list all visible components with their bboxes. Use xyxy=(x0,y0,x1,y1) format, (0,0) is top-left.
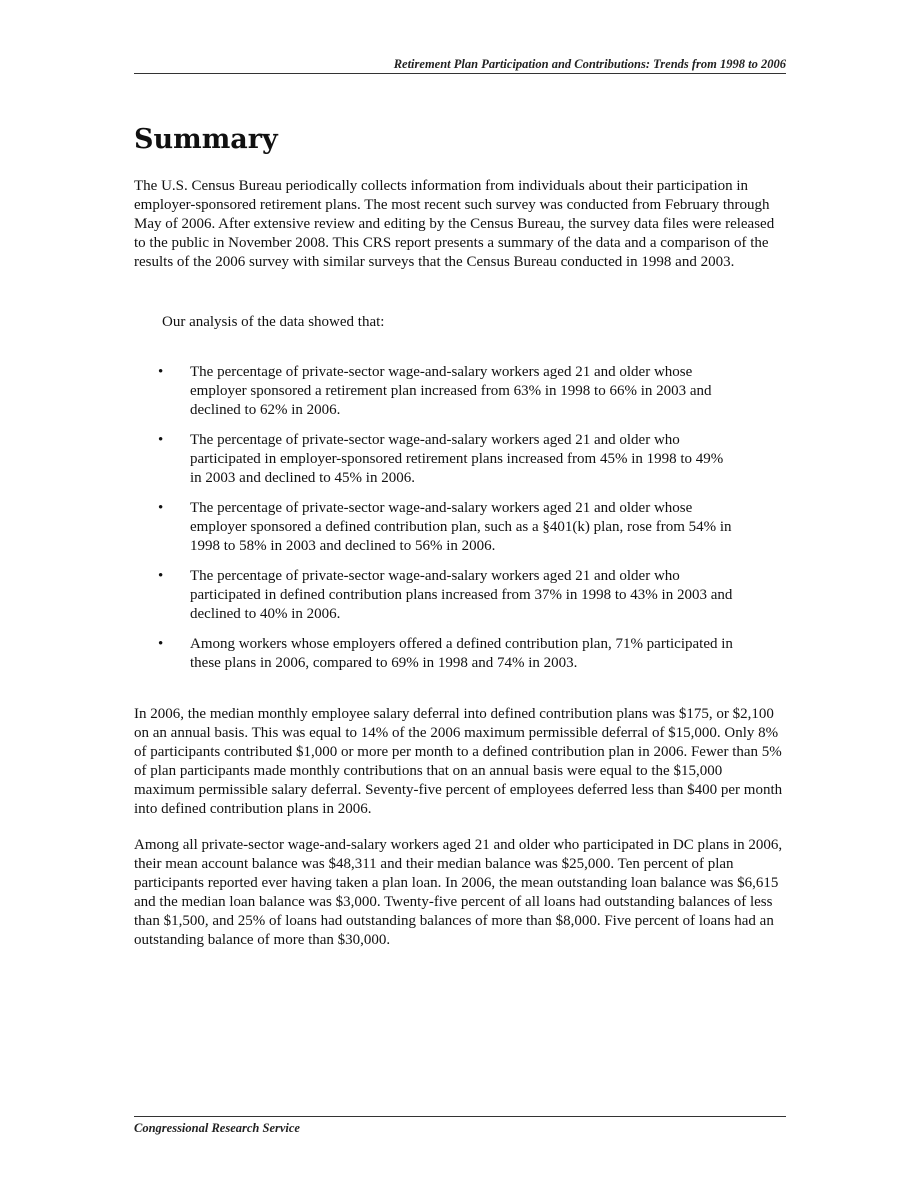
finding-item xyxy=(134,363,734,420)
account-balance-paragraph: Among all private-sector wage-and-salary workers aged 21 and older who participated in DC plans in 2006, their mean account balance was $48,311 and their median balance was $25,000. Ten percent of plan participants reported ever having taken a plan loan. In 2006, the mean outstanding loan balance was $6,615 and the median loan balance was $3,000. Twenty-five percent of all loans had outstanding balances of less than $1,500, and 25% of loans had outstanding balances of more than $8,000. Five percent of loans had an outstanding balance of more than $30,000. xyxy=(134,837,783,948)
finding-text: The percentage of private-sector wage-and-salary workers aged 21 and older whose employer sponsored a defined contribution plan, such as a §401(k) plan, rose from 54% in 1998 to 58% in 2003 and declined to 56% in 2006. xyxy=(190,500,732,554)
finding-item xyxy=(134,635,734,673)
page-title: Summary xyxy=(134,124,278,155)
header-divider xyxy=(134,73,786,74)
finding-item xyxy=(134,431,734,488)
deferral-paragraph: In 2006, the median monthly employee salary deferral into defined contribution plans was $175, or $2,100 on an annual basis. This was equal to 14% of the 2006 maximum permissible deferral of $15,000. Only 8% of participants contributed $1,000 or more per month to a defined contribution plan in 2006. Fewer than 5% of plan participants made monthly contributions that on an annual basis were equal to the $15,000 maximum permissible salary deferral. Seventy-five percent of employees deferred less than $400 per month into defined contribution plans in 2006. xyxy=(134,706,783,817)
analysis-lead-in: Our analysis of the data showed that: xyxy=(162,314,385,330)
bullet-icon: • xyxy=(158,636,164,652)
finding-item xyxy=(134,499,734,556)
finding-text: The percentage of private-sector wage-and-salary workers aged 21 and older who participated in employer-sponsored retirement plans increased from 45% in 1998 to 49% in 2003 and declined to 45% in 2006. xyxy=(190,432,724,486)
bullet-icon: • xyxy=(158,500,164,516)
intro-paragraph: The U.S. Census Bureau periodically collects information from individuals about their participation in employer-sponsored retirement plans. The most recent such survey was conducted from February through May of 2006. After extensive review and editing by the Census Bureau, the survey data files were released to the public in November 2008. This CRS report presents a summary of the data and a comparison of the results of the 2006 survey with similar surveys that the Census Bureau conducted in 1998 and 2003. xyxy=(134,178,775,270)
bullet-icon: • xyxy=(158,432,164,448)
findings-list xyxy=(134,363,784,684)
bullet-icon: • xyxy=(158,364,164,380)
finding-text: The percentage of private-sector wage-and-salary workers aged 21 and older whose employer sponsored a retirement plan increased from 63% in 1998 to 66% in 2003 and declined to 62% in 2006. xyxy=(190,364,712,418)
bullet-icon: • xyxy=(158,568,164,584)
running-header: Retirement Plan Participation and Contributions: Trends from 1998 to 2006 xyxy=(393,57,786,71)
finding-text: Among workers whose employers offered a defined contribution plan, 71% participated in these plans in 2006, compared to 69% in 1998 and 74% in 2003. xyxy=(190,636,733,671)
footer-organization: Congressional Research Service xyxy=(134,1121,300,1135)
finding-item xyxy=(134,567,734,624)
finding-text: The percentage of private-sector wage-and-salary workers aged 21 and older who participated in defined contribution plans increased from 37% in 1998 to 43% in 2003 and declined to 40% in 2006. xyxy=(190,568,733,622)
footer-divider xyxy=(134,1116,786,1117)
